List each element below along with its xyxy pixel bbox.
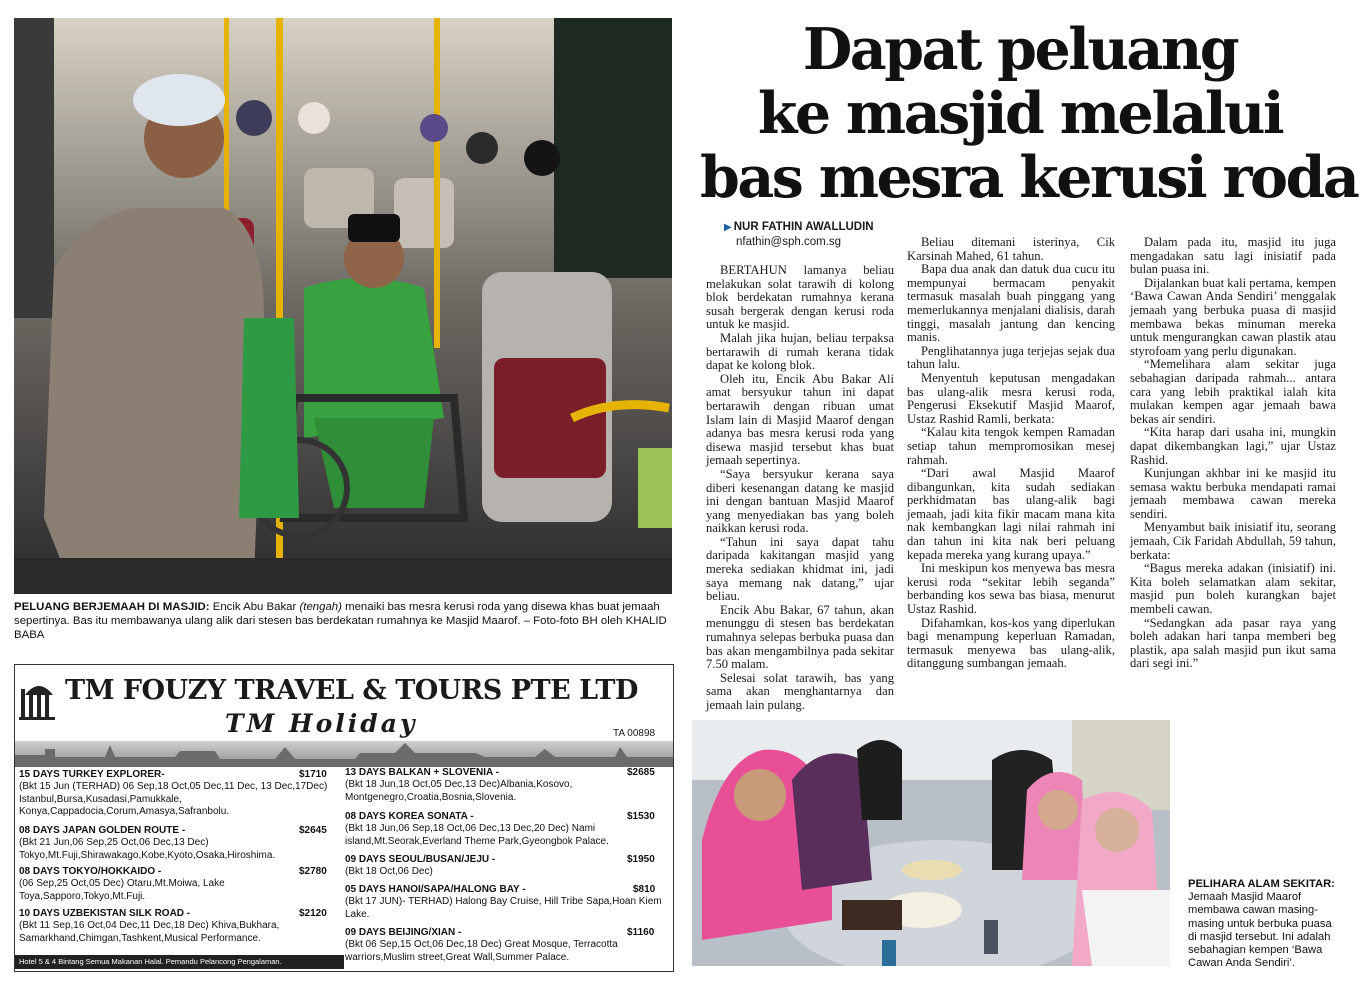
caption-text: Encik Abu Bakar xyxy=(212,601,297,613)
tour-item xyxy=(345,927,667,964)
paragraph: Ini meskipun kos menyewa bas mesra kerusi roda “sekitar lebih seganda” berbanding kos sewa bas biasa, menurut Ustaz Rashid. xyxy=(907,561,1115,617)
tour-details: (Bkt 11 Sep,16 Oct,04 Dec,11 Dec,18 Dec) Khiva,Bukhara, Samarkhand,Chimgan,Tashkent,Musical Performance. xyxy=(19,920,280,944)
mosque-logo-icon xyxy=(19,673,59,721)
photo-top-caption xyxy=(14,600,674,642)
tour-details: (Bkt 17 JUN)- TERHAD) Halong Bay Cruise, Hill Tribe Sapa,Hoan Kiem Lake. xyxy=(345,896,662,920)
tour-details: (Bkt 18 Jun,18 Oct,05 Dec,13 Dec)Albania,Kosovo, Montgenegro,Croatia,Bosnia,Slovenia. xyxy=(345,779,573,803)
headline-line: ke masjid melalui xyxy=(757,80,1283,147)
triangle-right-icon: ▶ xyxy=(724,222,732,233)
paragraph: Beliau ditemani isterinya, Cik Karsinah Mahed, 61 tahun. xyxy=(907,235,1115,263)
paragraph: “Kita harap dari usaha ini, mungkin dapat dikembangkan lagi,” ujar Ustaz Rashid. xyxy=(1130,425,1336,467)
paragraph: Penglihatannya juga terjejas sejak dua tahun lalu. xyxy=(907,343,1115,372)
paragraph: Encik Abu Bakar, 67 tahun, akan menunggu di stesen bas berdekatan rumahnya selepas berbuka puasa dan bas akan mengambilnya pada sekitar 7.50 malam. xyxy=(706,602,894,672)
paragraph: Difahamkan, kos-kos yang diperlukan bagi menampung keperluan Ramadan, termasuk menyewa bas ulang-alik, ditanggung sumbangan jemaah. xyxy=(907,615,1115,671)
tour-item xyxy=(345,854,667,879)
ad-company-name: TM FOUZY TRAVEL & TOURS PTE LTD xyxy=(65,675,638,706)
tour-price: $2780 xyxy=(299,866,327,877)
tour-details: (06 Sep,25 Oct,05 Dec) Otaru,Mt.Moiwa, Lake Toya,Sapporo,Tokyo,Mt.Fuji. xyxy=(19,878,225,902)
travel-advertisement xyxy=(14,664,674,972)
paragraph: Bapa dua anak dan datuk dua cucu itu mempunyai bermacam penyakit termasuk masalah buah pinggang yang memerlukannya menjalani dialisis, darah tinggi, masalah jantung dan kencing manis. xyxy=(907,262,1115,345)
article-column-1 xyxy=(706,264,894,713)
tour-details: (Bkt 15 Jun (TERHAD) 06 Sep,18 Oct,05 Dec,11 Dec, 13 Dec,17Dec) Istanbul,Bursa,Kusadasi,Pamukkale, Konya,Cappadocia,Corum,Amasya,Safranbolu. xyxy=(19,781,328,817)
paragraph: Malah jika hujan, beliau terpaksa bertarawih di rumah kerana tidak dapat ke kolong blok. xyxy=(706,330,894,373)
tour-item xyxy=(345,767,667,804)
caption-title: PELUANG BERJEMAAH DI MASJID: xyxy=(14,601,210,613)
tour-name: 13 DAYS BALKAN + SLOVENIA - xyxy=(345,767,500,778)
tour-name: 05 DAYS HANOI/SAPA/HALONG BAY - xyxy=(345,884,526,895)
caption-text: menaiki bas mesra kerusi roda yang disewa khas buat jemaah sepertinya. Bas itu membawanya ulang alik dari stesen bas berdekatan rumahnya ke Masjid Maarof. – Foto-foto BH oleh KHALID BABA xyxy=(14,601,667,641)
paragraph: Menyambut baik inisiatif itu, seorang jemaah, Cik Faridah Abdullah, 59 tahun, berkata: xyxy=(1130,520,1336,562)
tour-price: $2645 xyxy=(299,825,327,836)
tour-name: 10 DAYS UZBEKISTAN SILK ROAD - xyxy=(19,908,191,919)
byline-name: NUR FATHIN AWALLUDIN xyxy=(733,221,874,233)
paragraph: Dijalankan buat kali pertama, kempen ‘Bawa Cawan Anda Sendiri’ menggalak jemaah yang berbuka puasa di masjid membawa bekas minuman mereka untuk mengurangkan cawan plastik atau styrofoam yang perlu digunakan. xyxy=(1130,275,1336,358)
tour-name: 15 DAYS TURKEY EXPLORER- xyxy=(19,769,165,780)
headline-line: bas mesra kerusi roda xyxy=(700,144,1358,211)
tour-price: $810 xyxy=(633,884,656,895)
caption-title: PELIHARA ALAM SEKITAR: xyxy=(1188,878,1335,890)
paragraph: “Kalau kita tengok kempen Ramadan setiap tahun mempromosikan mesej rahmah. xyxy=(907,425,1115,467)
tour-price: $1710 xyxy=(299,769,327,780)
paragraph: Kunjungan akhbar ini ke masjid itu semasa waktu berbuka mendapati ramai jemaah membawa cawan mereka sendiri. xyxy=(1130,466,1336,521)
paragraph: Menyentuh keputusan mengadakan bas ulang-alik mesra kerusi roda, Pengerusi Eksekutif Masjid Maarof, Ustaz Rashid Ramli, berkata: xyxy=(907,370,1115,426)
tour-details: (Bkt 06 Sep,15 Oct,06 Dec,18 Dec) Great Mosque, Terracotta warriors,Muslim street,Great Wall,Summer Palace. xyxy=(345,939,618,963)
tour-price: $2685 xyxy=(627,767,655,778)
tour-price: $1950 xyxy=(627,854,655,865)
tour-details: (Bkt 18 Jun,06 Sep,18 Oct,06 Dec,13 Dec,20 Dec) Nami island,Mt.Seorak,Everland Theme Park,Gyeongbok Palace. xyxy=(345,823,609,847)
ad-skyline-banner xyxy=(15,741,673,767)
headline xyxy=(700,16,1358,211)
paragraph: Dalam pada itu, masjid itu juga mengadakan satu lagi inisiatif pada bulan puasa ini. xyxy=(1130,235,1336,277)
ad-brand-script: TM Holiday xyxy=(225,709,418,738)
tour-details: (Bkt 18 Oct,06 Dec) xyxy=(345,866,433,878)
ad-footer-strip: Hotel 5 & 4 Bintang Semua Makanan Halal. Pemandu Pelancong Pengalaman. xyxy=(15,955,344,969)
article-column-3 xyxy=(1130,236,1336,671)
paragraph: “Bagus mereka adakan (inisiatif) ini. Kita boleh selamatkan alam sekitar, masjid pun boleh kurangkan bajet membeli cawan. xyxy=(1130,561,1336,617)
tour-item xyxy=(19,825,329,862)
caption-text: Jemaah Masjid Maarof membawa cawan masing-masing untuk berbuka puasa di masjid tersebut. Ini adalah sebahagian kempen ‘Bawa Cawan Anda Sendiri’. xyxy=(1188,891,1332,970)
paragraph: “Sedangkan ada pasar raya yang boleh adakan hari tanpa memberi beg plastik, apa salah masjid pun ikut sama dari segi ini.” xyxy=(1130,615,1336,671)
tour-price: $1530 xyxy=(627,811,655,822)
tour-name: 08 DAYS KOREA SONATA - xyxy=(345,811,474,822)
paragraph: Selesai solat tarawih, bas yang sama akan menghantarnya dan jemaah lain pulang. xyxy=(706,670,894,712)
paragraph: BERTAHUN lamanya beliau melakukan solat tarawih di kolong blok berdekatan rumahnya kerana susah bergerak dengan kerusi roda untuk ke masjid. xyxy=(706,263,894,332)
ad-license-number: TA 00898 xyxy=(613,728,656,739)
tour-details: (Bkt 21 Jun,06 Sep,25 Oct,06 Dec,13 Dec) Tokyo,Mt.Fuji,Shirawakago,Kobe,Kyoto,Osaka,Hiroshima. xyxy=(19,837,276,861)
byline-email: nfathin@sph.com.sg xyxy=(736,236,842,248)
photo-iftar-jemaah xyxy=(692,720,1170,966)
paragraph: “Saya bersyukur kerana saya diberi kesenangan datang ke masjid ini dengan bantuan Masjid Maarof yang menyediakan bas yang boleh naikkan kerusi roda. xyxy=(706,466,894,536)
photo-bottom-caption xyxy=(1188,878,1338,970)
photo-wheelchair-bus xyxy=(14,18,672,594)
tour-item xyxy=(19,908,329,945)
headline-line: Dapat peluang xyxy=(802,16,1238,83)
tour-name: 08 DAYS TOKYO/HOKKAIDO - xyxy=(19,866,162,877)
caption-text-italic: (tengah) xyxy=(299,601,342,613)
tour-item xyxy=(19,769,329,818)
tour-name: 09 DAYS SEOUL/BUSAN/JEJU - xyxy=(345,854,496,865)
article-column-2 xyxy=(907,236,1115,671)
byline xyxy=(724,220,874,249)
tour-name: 08 DAYS JAPAN GOLDEN ROUTE - xyxy=(19,825,186,836)
tour-item xyxy=(345,884,667,921)
tour-price: $1160 xyxy=(627,927,655,938)
paragraph: “Memelihara alam sekitar juga sebahagian daripada rahmah... antara cara yang lebih praktikal ialah kita mulakan kempen agar jemaah bawa bekas air sendiri. xyxy=(1130,357,1336,426)
paragraph: “Tahun ini saya dapat tahu daripada kakitangan masjid yang mereka sediakan khidmat ini, jadi saya memang nak datang,” ujar beliau. xyxy=(706,534,894,604)
paragraph: Oleh itu, Encik Abu Bakar Ali amat bersyukur tahun ini dapat bertarawih dengan ribuan umat Islam lain di Masjid Maarof dengan adanya bas mesra kerusi roda yang disewa masjid tersebut khas buat jemaah sepertinya. xyxy=(706,371,894,468)
tour-name: 09 DAYS BEIJING/XIAN - xyxy=(345,927,462,938)
paragraph: “Dari awal Masjid Maarof dibangunkan, kita sudah sediakan perkhidmatan bas ulang-alik bagi jemaah, jadi kita fikir macam mana kita nak kembangkan lagi nilai rahmah ini dan tahun ini kita nak beri peluang kepada mereka yang kurang upaya.” xyxy=(907,466,1115,562)
tour-price: $2120 xyxy=(299,908,327,919)
tour-item xyxy=(19,866,329,903)
tour-item xyxy=(345,811,667,848)
